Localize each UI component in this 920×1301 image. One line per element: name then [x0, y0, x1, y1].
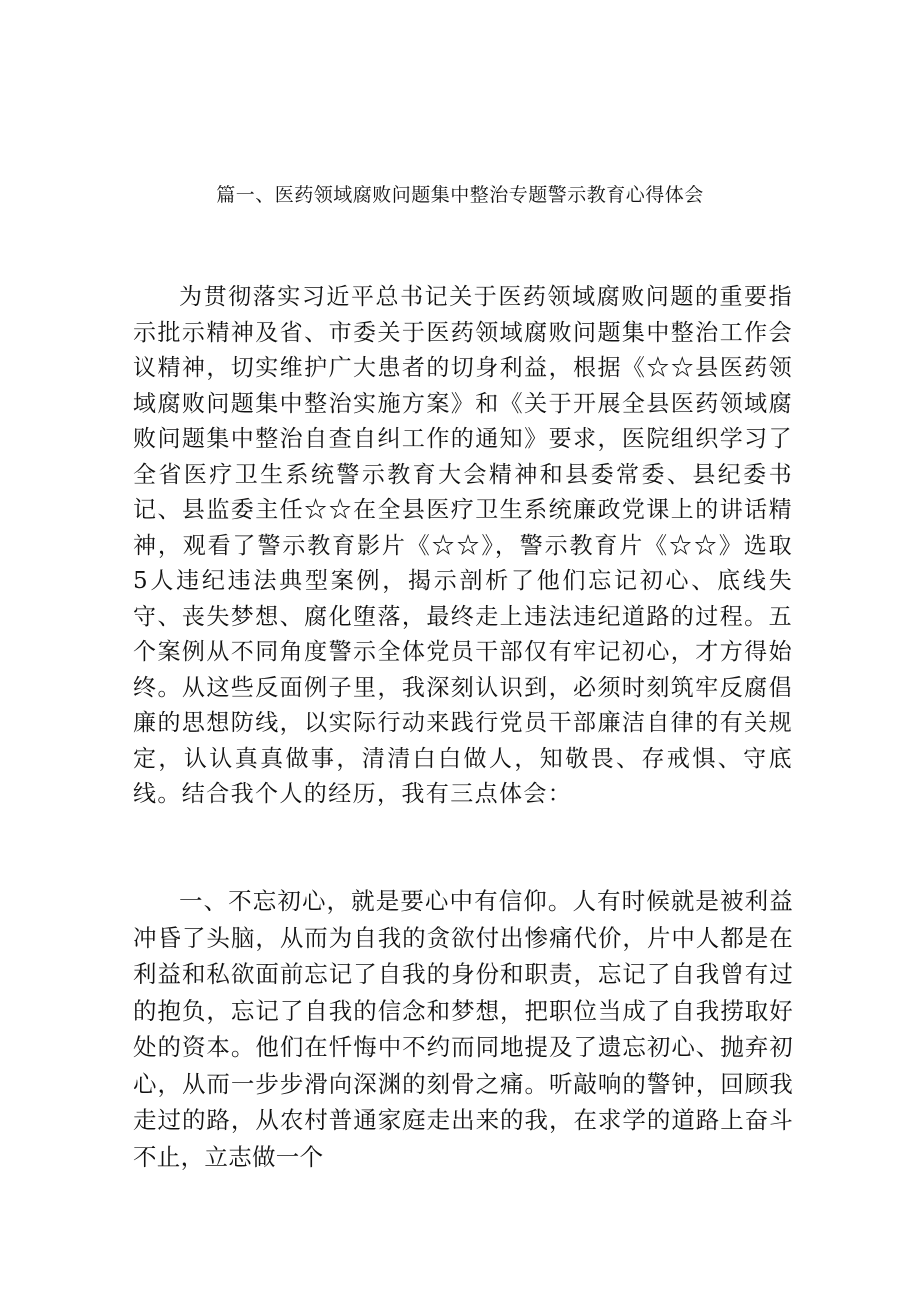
document-title: 篇一、医药领域腐败问题集中整治专题警示教育心得体会 — [216, 184, 704, 206]
paragraph-intro: 为贯彻落实习近平总书记关于医药领域腐败问题的重要指示批示精神及省、市委关于医药领域腐败问题集中整治工作会议精神，切实维护广大患者的切身利益，根据《☆☆县医药领域腐败问题集中整治实施方案》和《关于开展全县医药领域腐败问题集中整治自查自纠工作的通知》要求，医院组织学习了全省医疗卫生系统警示教育大会精神和县委常委、县纪委书记、县监委主任☆☆在全县医疗卫生系统廉政党课上的讲话精神，观看了警示教育影片《☆☆》，警示教育片《☆☆》选取5人违纪违法典型案例，揭示剖析了他们忘记初心、底线失守、丧失梦想、腐化堕落，最终走上违法违纪道路的过程。五个案例从不同角度警示全体党员干部仅有牢记初心，才方得始终。从这些反面例子里，我深刻认识到，必须时刻筑牢反腐倡廉的思想防线，以实际行动来践行党员干部廉洁自律的有关规定，认认真真做事，清清白白做人，知敬畏、存戒惧、守底线。结合我个人的经历，我有三点体会： — [133, 284, 793, 807]
paragraph-point-one: 一、不忘初心，就是要心中有信仰。人有时候就是被利益冲昏了头脑，从而为自我的贪欲付出惨痛代价，片中人都是在利益和私欲面前忘记了自我的身份和职责，忘记了自我曾有过的抱负，忘记了自我的信念和梦想，把职位当成了自我捞取好处的资本。他们在忏悔中不约而同地提及了遗忘初心、抛弃初心，从而一步步滑向深渊的刻骨之痛。听敲响的警钟，回顾我走过的路，从农村普通家庭走出来的我，在求学的道路上奋斗不止，立志做一个 — [133, 887, 793, 1171]
